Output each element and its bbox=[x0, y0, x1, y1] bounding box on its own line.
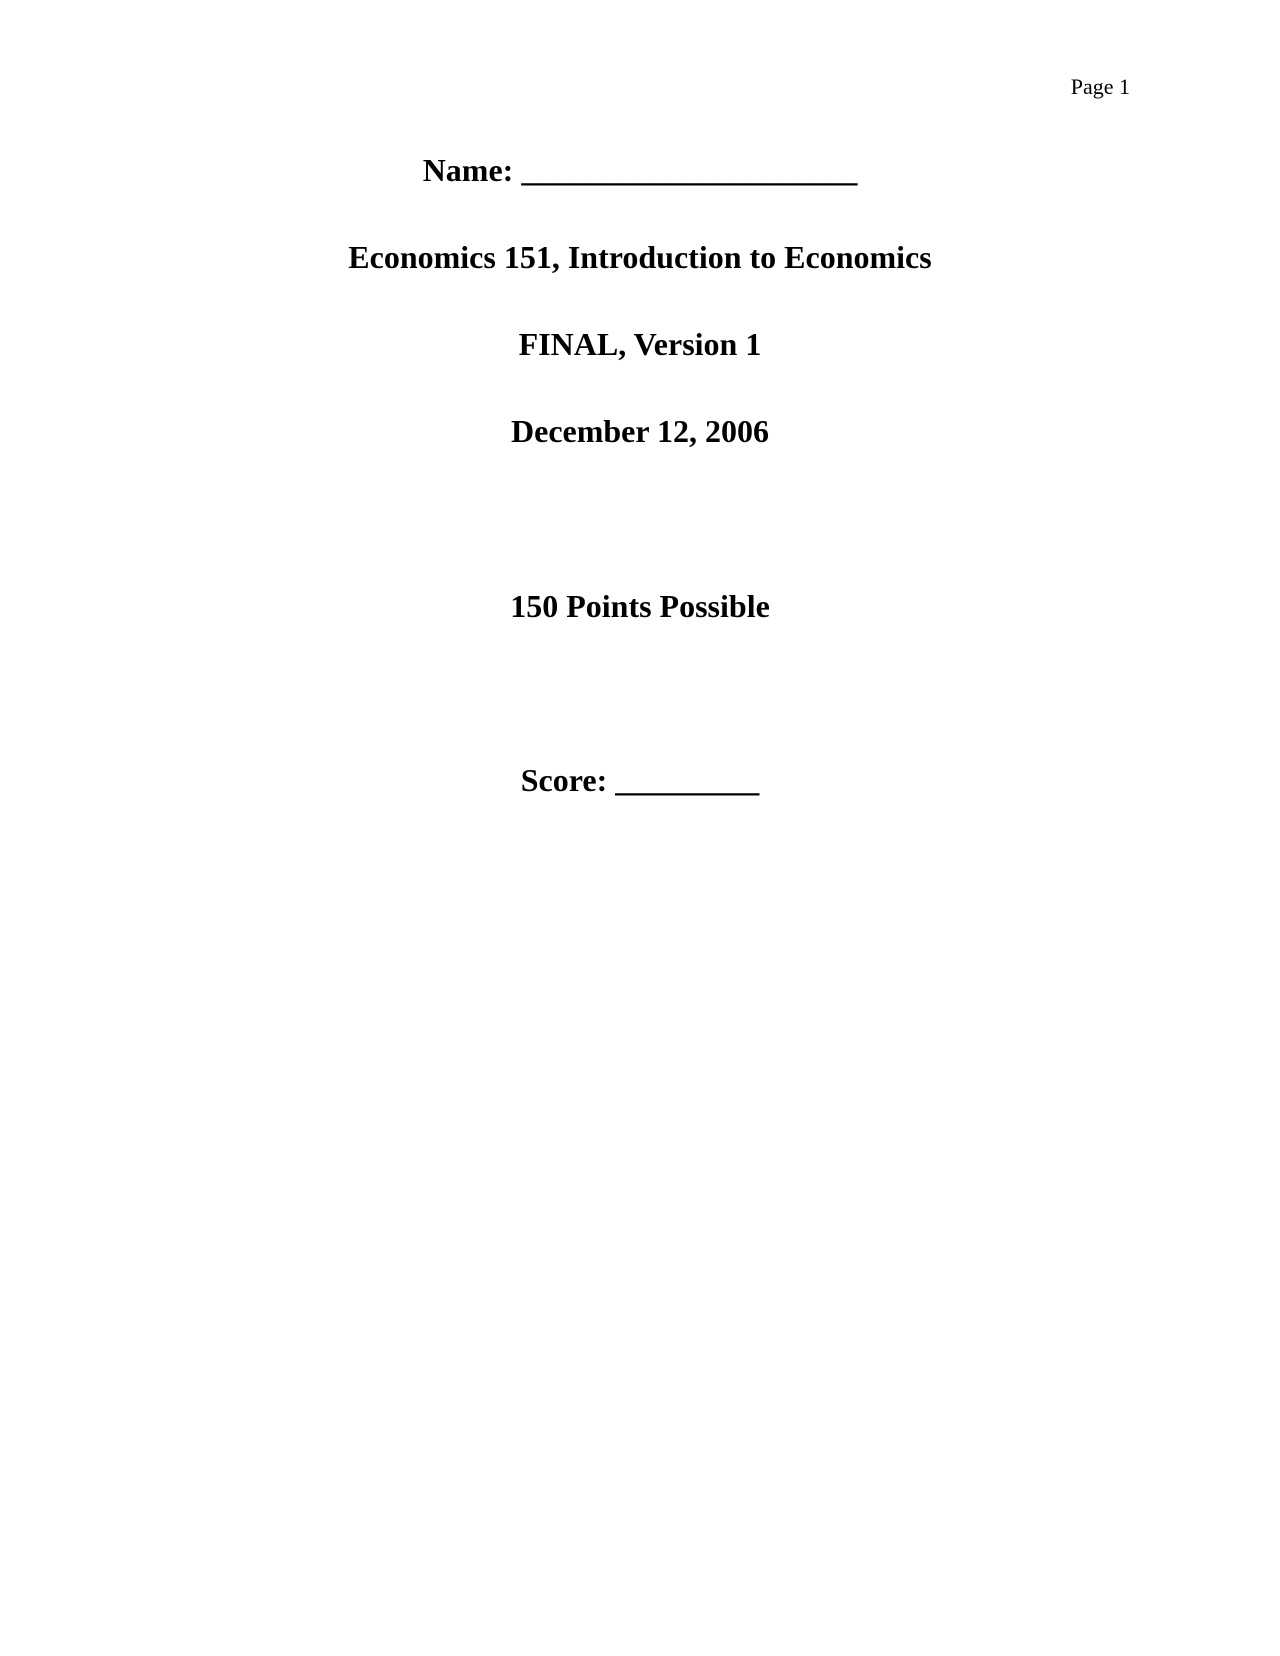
name-label: Name: bbox=[422, 152, 522, 188]
name-blank: _____________________ bbox=[521, 152, 858, 188]
score-label: Score: bbox=[520, 762, 616, 798]
points-possible: 150 Points Possible bbox=[510, 588, 770, 624]
score-field bbox=[0, 764, 1280, 796]
course-title: Economics 151, Introduction to Economics bbox=[348, 239, 932, 275]
name-field bbox=[0, 154, 1280, 186]
page-number: Page 1 bbox=[1070, 74, 1130, 99]
score-blank: _________ bbox=[615, 762, 760, 798]
exam-title: FINAL, Version 1 bbox=[518, 326, 762, 362]
exam-date: December 12, 2006 bbox=[511, 413, 769, 449]
